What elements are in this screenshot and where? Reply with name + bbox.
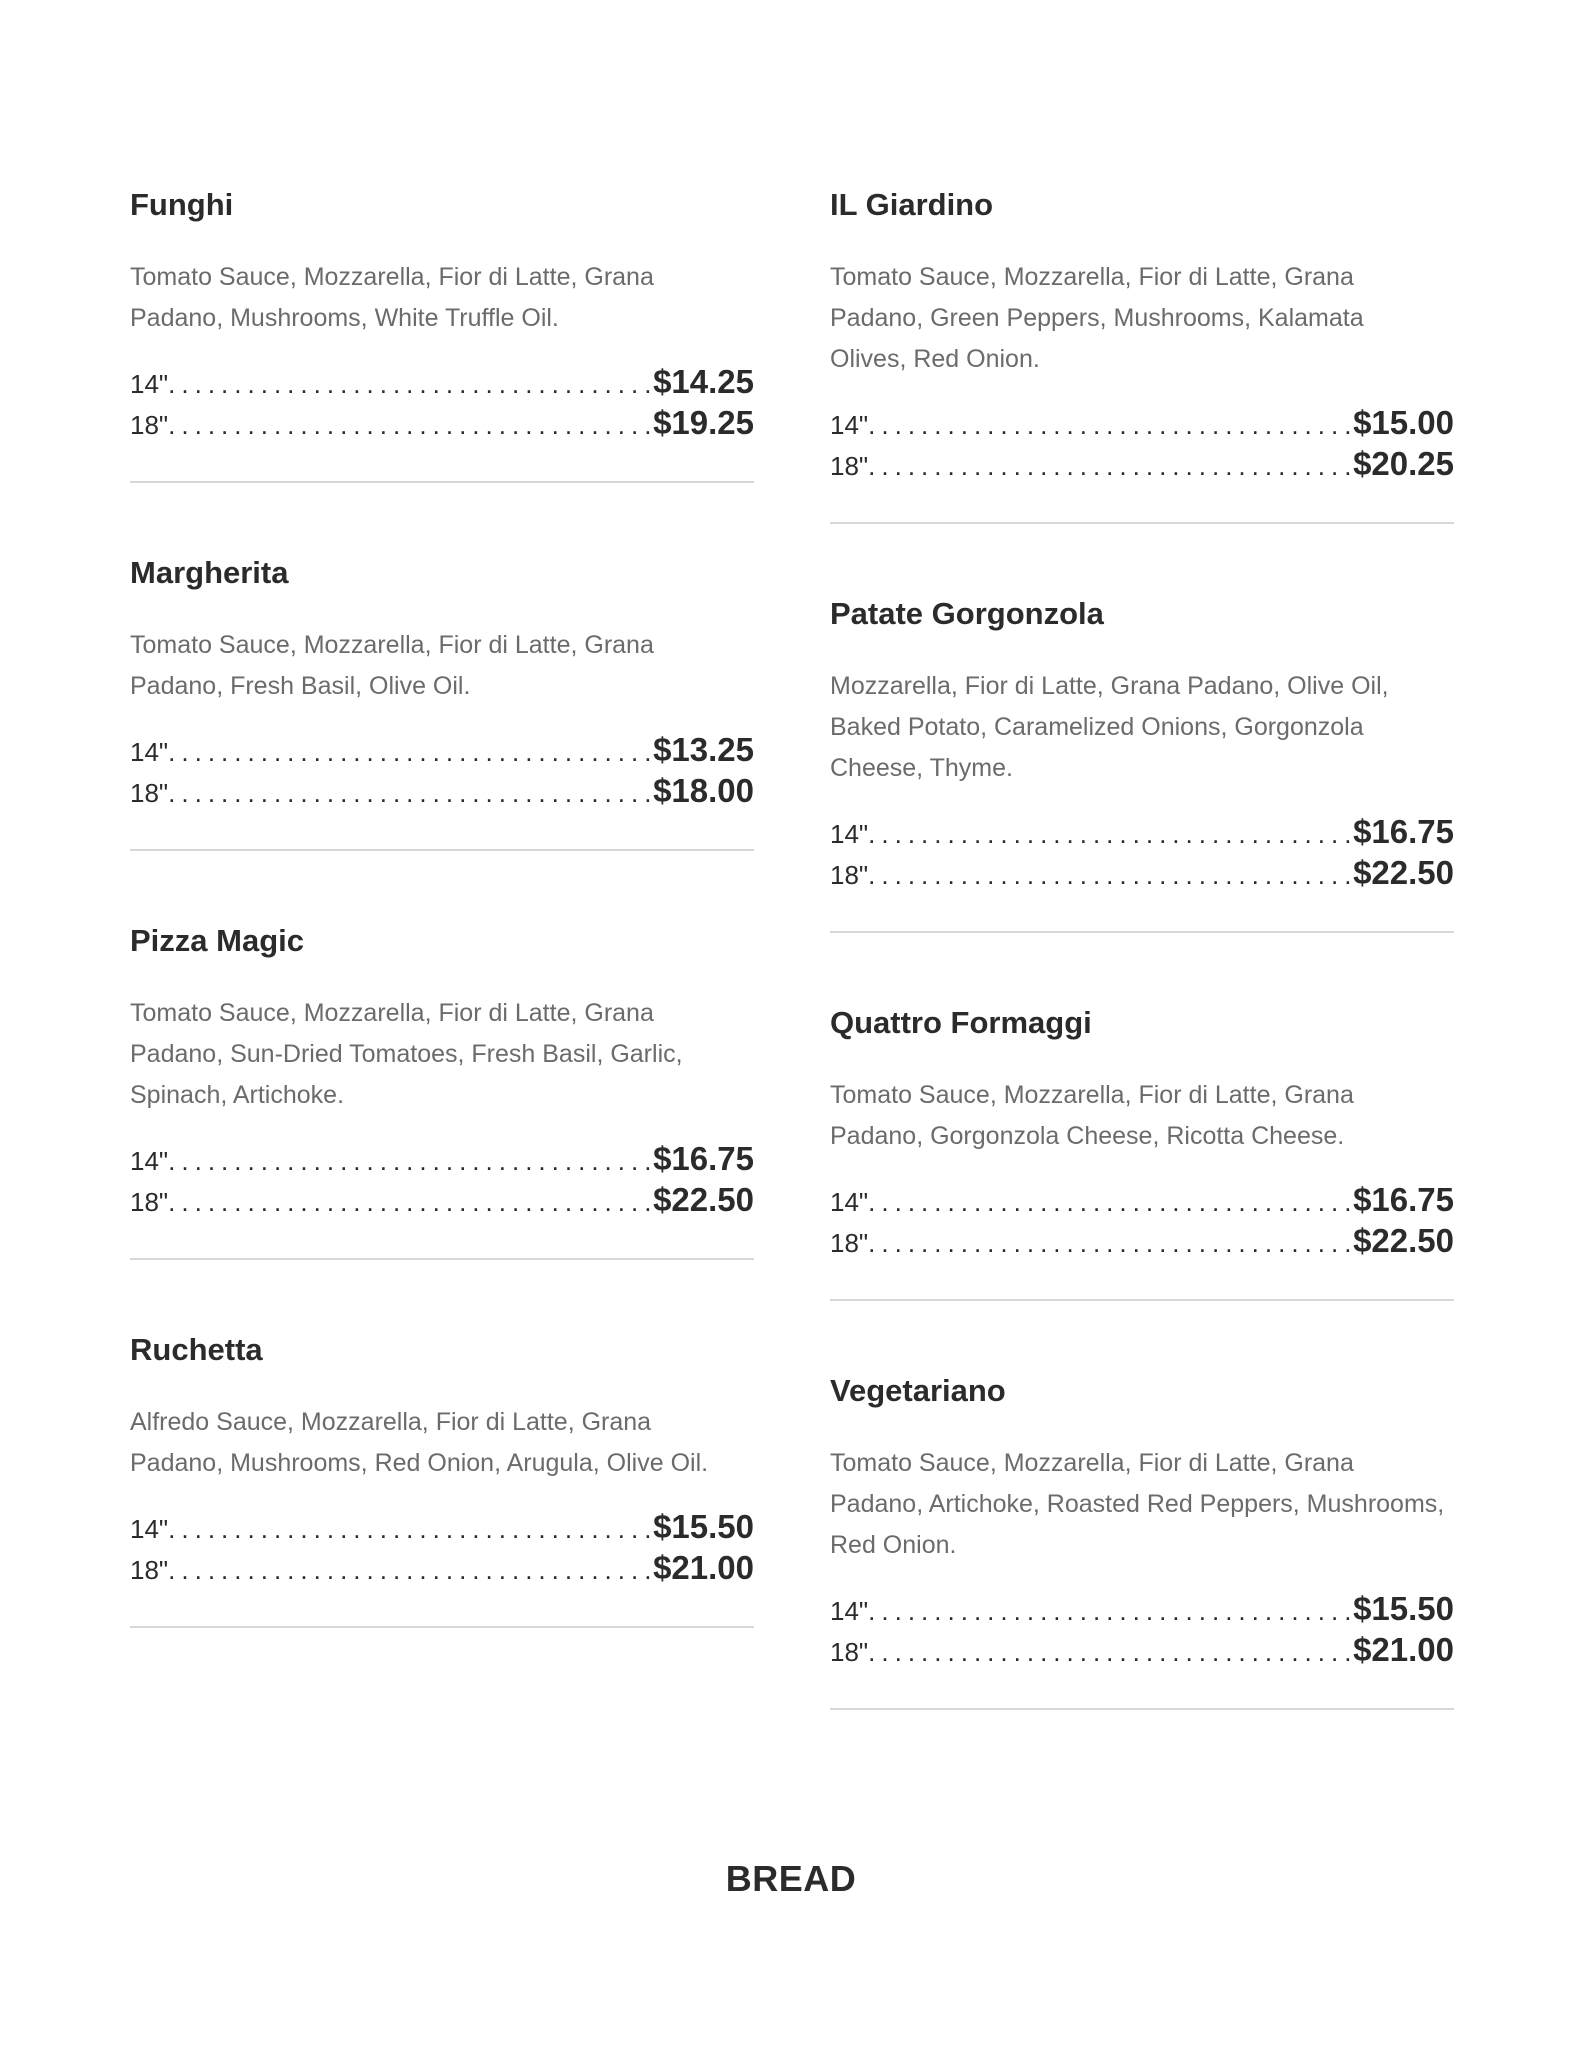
section-heading: BREAD: [725, 1858, 857, 1899]
size-label: 14": [830, 410, 869, 440]
size-label: 18": [130, 410, 169, 440]
dot-leader: [168, 732, 653, 770]
size-label: 18": [830, 1228, 869, 1258]
menu-item: [130, 1328, 754, 1628]
price-value: $19.25: [653, 404, 754, 441]
menu-item-name: Pizza Magic: [130, 923, 304, 958]
price-value: $14.25: [653, 363, 754, 400]
menu-item-name: Ruchetta: [130, 1332, 263, 1367]
price-row: [130, 1506, 754, 1547]
size-label: 18": [830, 860, 869, 890]
menu-item-description: Tomato Sauce, Mozzarella, Fior di Latte, Grana Padano, Sun-Dried Tomatoes, Fresh Basil, Garlic, Spinach, Artichoke.: [130, 999, 683, 1109]
price-value: $21.00: [1353, 1631, 1454, 1668]
price-value: $22.50: [1353, 1222, 1454, 1259]
divider: [130, 481, 754, 483]
menu-item-name: Quattro Formaggi: [830, 1005, 1092, 1040]
size-label: 14": [130, 737, 169, 767]
price-row: [130, 1138, 754, 1179]
menu-item-name: Patate Gorgonzola: [830, 596, 1104, 631]
menu-item-description: Tomato Sauce, Mozzarella, Fior di Latte, Grana Padano, Artichoke, Roasted Red Peppers, Mushrooms, Red Onion.: [830, 1449, 1445, 1559]
price-list: [130, 361, 754, 443]
price-row: [130, 770, 754, 811]
dot-leader: [168, 405, 653, 443]
price-row: [830, 443, 1454, 484]
price-row: [830, 1588, 1454, 1629]
price-row: [830, 1179, 1454, 1220]
price-row: [830, 811, 1454, 852]
dot-leader: [868, 1223, 1353, 1261]
price-row: [130, 1179, 754, 1220]
menu-column-right: [830, 183, 1454, 1710]
menu-item: [830, 592, 1454, 933]
price-list: [130, 1138, 754, 1220]
menu-item-description: Mozzarella, Fior di Latte, Grana Padano, Olive Oil, Baked Potato, Caramelized Onions, Gorgonzola Cheese, Thyme.: [830, 672, 1389, 782]
price-value: $20.25: [1353, 445, 1454, 482]
divider: [130, 1258, 754, 1260]
price-row: [130, 1547, 754, 1588]
dot-leader: [168, 773, 653, 811]
price-value: $16.75: [1353, 813, 1454, 850]
price-value: $15.50: [1353, 1590, 1454, 1627]
price-value: $22.50: [653, 1181, 754, 1218]
size-label: 18": [830, 451, 869, 481]
price-value: $15.00: [1353, 404, 1454, 441]
menu-item-description: Tomato Sauce, Mozzarella, Fior di Latte, Grana Padano, Gorgonzola Cheese, Ricotta Cheese.: [830, 1081, 1354, 1150]
dot-leader: [168, 1182, 653, 1220]
size-label: 14": [830, 1187, 869, 1217]
size-label: 14": [830, 1596, 869, 1626]
menu-item-description: Tomato Sauce, Mozzarella, Fior di Latte, Grana Padano, Green Peppers, Mushrooms, Kalamata Olives, Red Onion.: [830, 263, 1364, 373]
size-label: 14": [130, 1146, 169, 1176]
divider: [130, 1626, 754, 1628]
price-row: [130, 361, 754, 402]
menu-item-description: Tomato Sauce, Mozzarella, Fior di Latte, Grana Padano, Fresh Basil, Olive Oil.: [130, 631, 654, 700]
divider: [830, 1299, 1454, 1301]
price-list: [830, 1179, 1454, 1261]
menu-item: [130, 551, 754, 851]
size-label: 18": [130, 778, 169, 808]
menu-item: [830, 1369, 1454, 1710]
size-label: 14": [830, 819, 869, 849]
menu-column-left: [130, 183, 754, 1628]
price-value: $13.25: [653, 731, 754, 768]
price-row: [830, 1629, 1454, 1670]
dot-leader: [168, 1509, 653, 1547]
price-list: [830, 811, 1454, 893]
menu-item-name: IL Giardino: [830, 187, 994, 222]
size-label: 18": [130, 1187, 169, 1217]
size-label: 18": [830, 1637, 869, 1667]
dot-leader: [868, 1591, 1353, 1629]
dot-leader: [868, 814, 1353, 852]
price-value: $21.00: [653, 1549, 754, 1586]
divider: [830, 1708, 1454, 1710]
menu-item: [830, 183, 1454, 524]
dot-leader: [868, 405, 1353, 443]
price-value: $15.50: [653, 1508, 754, 1545]
divider: [830, 522, 1454, 524]
menu-item-name: Vegetariano: [830, 1373, 1006, 1408]
price-list: [830, 1588, 1454, 1670]
dot-leader: [868, 1632, 1353, 1670]
price-row: [830, 402, 1454, 443]
price-value: $22.50: [1353, 854, 1454, 891]
menu-item-description: Tomato Sauce, Mozzarella, Fior di Latte, Grana Padano, Mushrooms, White Truffle Oil.: [130, 263, 654, 332]
dot-leader: [868, 1182, 1353, 1220]
dot-leader: [168, 1141, 653, 1179]
dot-leader: [168, 364, 653, 402]
price-row: [830, 852, 1454, 893]
size-label: 18": [130, 1555, 169, 1585]
price-value: $16.75: [1353, 1181, 1454, 1218]
price-row: [130, 402, 754, 443]
size-label: 14": [130, 369, 169, 399]
price-value: $16.75: [653, 1140, 754, 1177]
size-label: 14": [130, 1514, 169, 1544]
price-list: [830, 402, 1454, 484]
divider: [130, 849, 754, 851]
menu-item: [130, 183, 754, 483]
price-list: [130, 729, 754, 811]
price-row: [130, 729, 754, 770]
dot-leader: [168, 1550, 653, 1588]
price-list: [130, 1506, 754, 1588]
menu-item-description: Alfredo Sauce, Mozzarella, Fior di Latte, Grana Padano, Mushrooms, Red Onion, Arugula, Olive Oil.: [130, 1408, 709, 1477]
menu-item-name: Funghi: [130, 187, 234, 222]
dot-leader: [868, 855, 1353, 893]
menu-item: [830, 1001, 1454, 1301]
divider: [830, 931, 1454, 933]
price-value: $18.00: [653, 772, 754, 809]
price-row: [830, 1220, 1454, 1261]
menu-item: [130, 919, 754, 1260]
dot-leader: [868, 446, 1353, 484]
menu-item-name: Margherita: [130, 555, 289, 590]
